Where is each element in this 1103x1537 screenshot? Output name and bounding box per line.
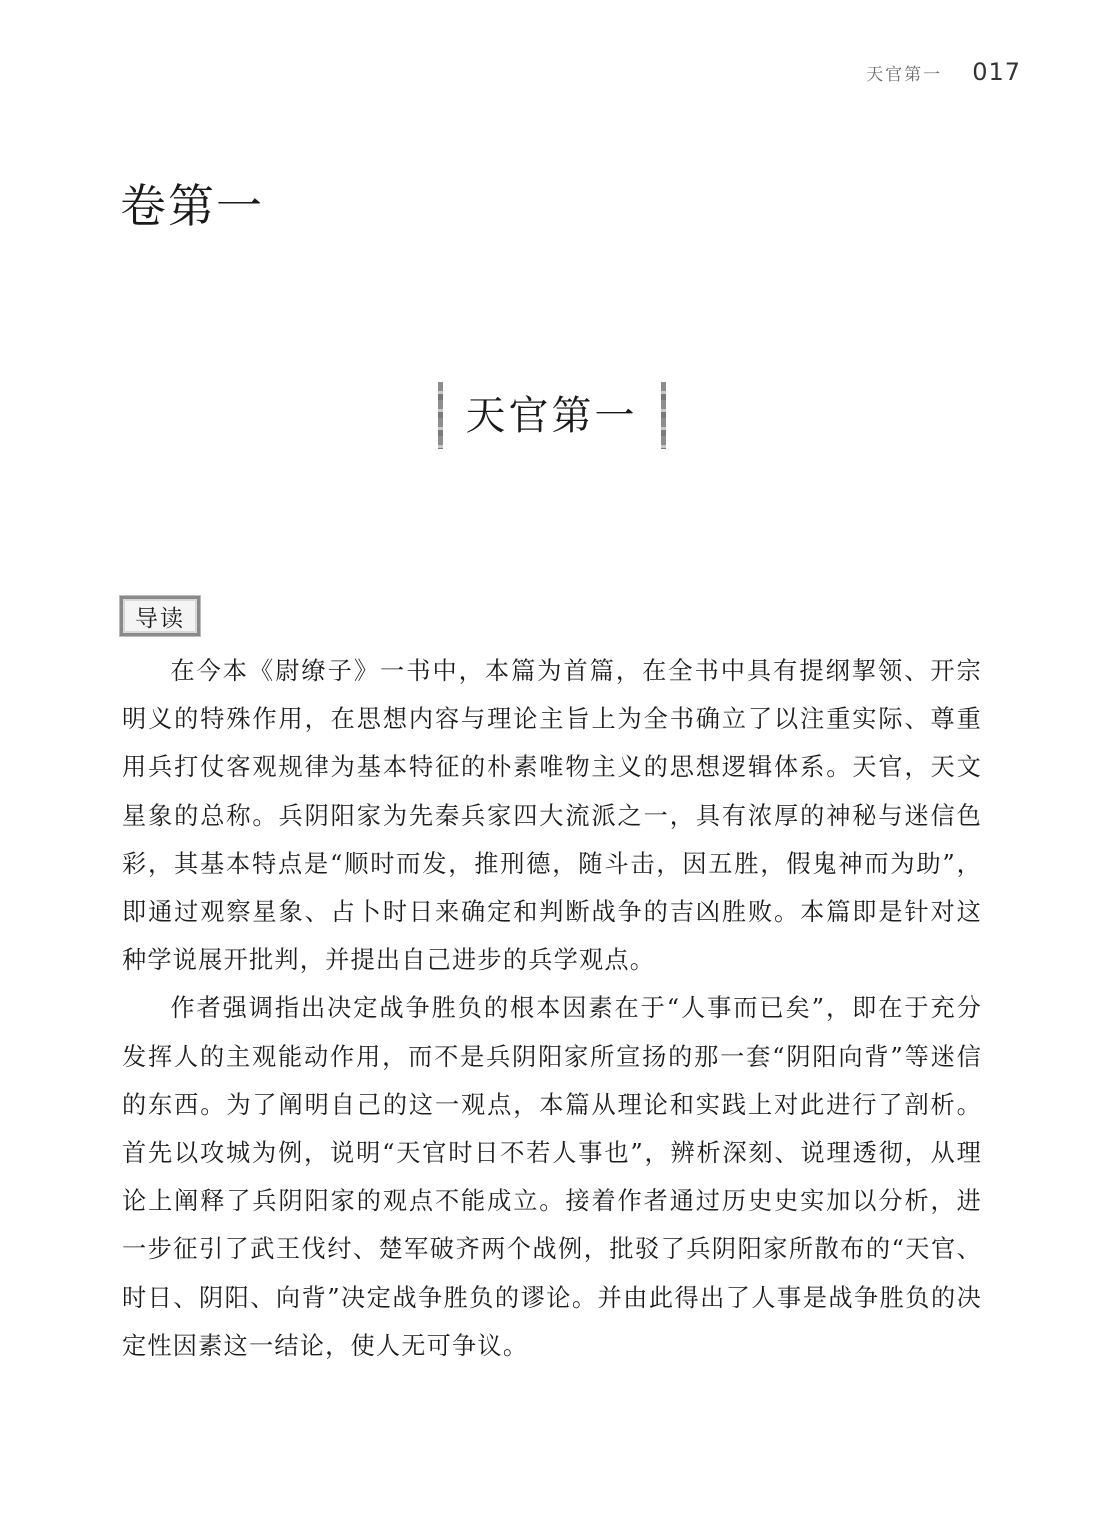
chapter-title: 天官第一	[465, 393, 638, 439]
running-head	[866, 58, 1021, 86]
chapter-title-box	[438, 380, 666, 445]
paragraph-1: 在今本《尉缭子》一书中，本篇为首篇，在全书中具有提纲挈领、开宗明义的特殊作用，在思想内容与理论主旨上为全书确立了以注重实际、尊重用兵打仗客观规律为基本特征的朴素唯物主义的思想逻辑体系。天官，天文星象的总称。兵阴阳家为先秦兵家四大流派之一，具有浓厚的神秘与迷信色彩，其基本特点是“顺时而发，推刑德，随斗击，因五胜，假鬼神而为助”，即通过观察星象、占卜时日来确定和判断战争的吉凶胜败。本篇即是针对这种学说展开批判，并提出自己进步的兵学观点。	[122, 657, 982, 975]
chapter-heading	[0, 380, 1103, 445]
volume-title: 卷第一	[120, 179, 264, 233]
section-label: 导读	[135, 605, 185, 632]
body-text	[122, 647, 982, 1370]
paragraph-2: 作者强调指出决定战争胜负的根本因素在于“人事而已矣”，即在于充分发挥人的主观能动作用，而不是兵阴阳家所宣扬的那一套“阴阳向背”等迷信的东西。为了阐明自己的这一观点，本篇从理论和实践上对此进行了剖析。首先以攻城为例，说明“天官时日不若人事也”，辨析深刻、说理透彻，从理论上阐释了兵阴阳家的观点不能成立。接着作者通过历史史实加以分析，进一步征引了武王伐纣、楚军破齐两个战例，批驳了兵阴阳家所散布的“天官、时日、阴阳、向背”决定战争胜负的谬论。并由此得出了人事是战争胜负的决定性因素这一结论，使人无可争议。	[122, 994, 982, 1360]
running-title: 天官第一	[866, 65, 943, 85]
right-ornament-bar	[661, 382, 666, 449]
page-number: 017	[972, 58, 1021, 86]
section-label-box	[120, 596, 200, 636]
left-ornament-bar	[438, 382, 443, 449]
